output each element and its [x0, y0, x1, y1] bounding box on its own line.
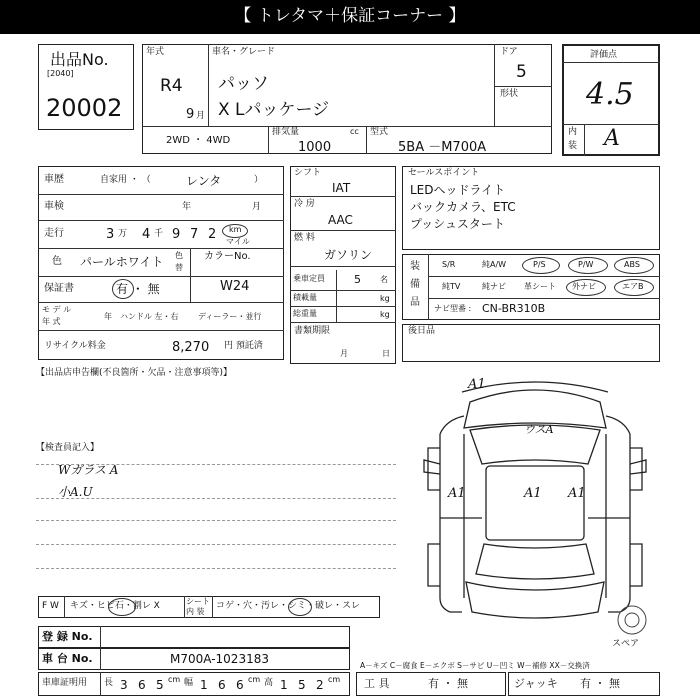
- color-no-value: W24: [220, 279, 250, 294]
- door-value: 5: [516, 62, 527, 82]
- later-box: [402, 324, 660, 362]
- jack-label: ジャッキ: [514, 677, 558, 690]
- doc-day: 日: [382, 349, 390, 358]
- equipment-label-2: 備: [410, 279, 420, 290]
- handle-label: ハンドル 左・右: [120, 312, 179, 321]
- mileage-digit-5: 2: [208, 227, 217, 242]
- navi-label: ナビ型番 :: [434, 304, 472, 313]
- interior-label-2: 装: [568, 141, 578, 151]
- fw-items: キズ・ヒビ石・割レ X: [70, 601, 160, 611]
- warranty-value: 有 ・ 無: [116, 282, 160, 296]
- equipment-label-3: 品: [410, 297, 420, 308]
- header-title: 【 トレタマ＋保証コーナー 】: [234, 6, 466, 26]
- jack-value: 有 ・ 無: [580, 677, 620, 690]
- damage-left: A1: [448, 486, 466, 501]
- len-3: 5: [156, 678, 164, 692]
- len-1: 3: [120, 678, 128, 692]
- fuel-label: 燃 料: [294, 233, 315, 243]
- month-value: 9: [186, 107, 195, 122]
- equip-navi: 純ナビ: [482, 282, 506, 291]
- dealer-label: ディーラー・並行: [198, 312, 262, 321]
- damage-legend: A－キズ C－腐食 E－エクボ S－サビ U－凹ミ W－補修 XX－交換済: [360, 661, 590, 670]
- inspector-label: 【検査員記入】: [36, 443, 100, 453]
- mileage-label: 走行: [44, 228, 64, 239]
- car-name: パッソ: [218, 74, 269, 94]
- fw-label: F W: [42, 601, 59, 611]
- weight-unit: kg: [380, 310, 390, 319]
- seat-label-1: シート: [186, 597, 210, 606]
- len-label: 長: [104, 678, 114, 688]
- width-2: 6: [218, 678, 226, 692]
- height-1: 1: [280, 678, 288, 692]
- interior-label-1: 内: [568, 127, 578, 137]
- score-label: 評価点: [590, 50, 618, 60]
- inspection-label: 車検: [44, 201, 64, 212]
- mileage-man: 万: [118, 229, 128, 239]
- disp-label: 排気量: [272, 127, 300, 137]
- mileage-digit-2: 4: [142, 227, 151, 242]
- tools-label: 工 具: [364, 677, 390, 690]
- color-label: 色: [52, 256, 62, 267]
- tools-value: 有 ・ 無: [428, 677, 468, 690]
- drive-value: 2WD ・ 4WD: [166, 135, 231, 146]
- equip-pw: P/W: [578, 260, 594, 269]
- equip-abs: ABS: [624, 260, 640, 269]
- mileage-digit-4: 7: [190, 227, 199, 242]
- displacement-value: 1000: [298, 140, 332, 155]
- seat-items: コゲ・穴・汚レ・シミ・破レ・スレ: [216, 601, 361, 611]
- seat-stain-circle: [288, 598, 312, 616]
- capacity-label: 乗車定員: [293, 274, 325, 283]
- shape-label: 形状: [500, 89, 519, 99]
- sales-line-2: バックカメラ、ETC: [410, 200, 516, 214]
- recycle-value: 8,270: [172, 340, 210, 355]
- mileage-mile: マイル: [226, 237, 250, 246]
- inspector-line-2: 小A.U: [58, 485, 93, 499]
- dims-label: 車庫証明用: [42, 678, 88, 688]
- capacity-value: 5: [354, 273, 361, 286]
- sales-line-3: プッシュスタート: [410, 217, 505, 231]
- inspection-month: 月: [252, 202, 262, 212]
- capacity-unit: 名: [380, 275, 388, 284]
- name-label: 車名・グレード: [212, 47, 276, 57]
- interior-value: A: [604, 126, 620, 151]
- equip-extnavi: 外ナビ: [572, 282, 596, 291]
- doc-label: 書類期限: [294, 326, 331, 336]
- door-label: ドア: [500, 47, 518, 57]
- equip-aw: 純A/W: [482, 260, 507, 269]
- recycle-unit: 円 預託済: [224, 341, 263, 351]
- year-label: 年式: [146, 47, 165, 57]
- model-value: 5BA －M700A: [398, 140, 487, 155]
- fw-chip-circle: [108, 598, 136, 616]
- car-diagram: [400, 368, 670, 658]
- color-value: パールホワイト: [80, 255, 164, 269]
- mileage-digit-3: 9: [172, 227, 181, 242]
- weight-label: 総重量: [293, 309, 317, 318]
- equip-tv: 純TV: [442, 282, 461, 291]
- height-3: 2: [316, 678, 324, 692]
- equipment-label-1: 装: [410, 261, 420, 272]
- width-unit: cm: [248, 675, 261, 684]
- color-no-label: カラーNo.: [204, 251, 251, 262]
- history-label: 車歴: [44, 174, 64, 185]
- height-2: 5: [298, 678, 306, 692]
- chassis-label: 車 台 No.: [42, 652, 93, 665]
- mileage-sen: 千: [154, 229, 164, 239]
- history-close: ）: [254, 175, 264, 185]
- spare-label: スペア: [612, 639, 640, 649]
- color-sub-2: 替: [175, 263, 183, 272]
- lot-label: 出品No.: [50, 50, 109, 69]
- shift-label: シフト: [294, 168, 322, 178]
- sales-line-1: LEDヘッドライト: [410, 183, 506, 197]
- reg-label: 登 録 No.: [42, 630, 93, 643]
- lot-sub: [2040]: [47, 69, 74, 78]
- history-value: 自家用 ・ （: [100, 175, 151, 185]
- ac-label: 冷 房: [294, 199, 315, 209]
- mileage-km: km: [229, 225, 242, 234]
- model-year-nen: 年: [104, 312, 112, 321]
- history-rental: レンタ: [186, 174, 222, 188]
- later-label: 後日品: [408, 326, 436, 336]
- recycle-label: リサイクル料金: [44, 341, 106, 351]
- width-3: 6: [236, 678, 244, 692]
- equip-sr: S/R: [442, 260, 456, 269]
- width-label: 幅: [184, 678, 194, 688]
- damage-right: A1: [568, 486, 586, 501]
- shift-value: IAT: [332, 181, 351, 195]
- year-value: R4: [160, 76, 183, 96]
- seller-label: 【出品店申告欄(不良箇所・欠品・注意事項等)】: [36, 368, 233, 378]
- equip-ps: P/S: [533, 260, 546, 269]
- model-year-label-2: 年 式: [42, 317, 61, 326]
- navi-model: CN-BR310B: [482, 302, 546, 315]
- warranty-label: 保証書: [44, 283, 74, 294]
- mileage-digit-1: 3: [106, 227, 115, 242]
- score-value: 4.5: [586, 77, 634, 112]
- height-label: 高: [264, 678, 274, 688]
- model-year-label-1: モ デ ル: [42, 305, 72, 314]
- doc-month: 月: [340, 349, 348, 358]
- inspector-line-1: Wガラス A: [58, 463, 119, 477]
- sales-label: セールスポイント: [408, 168, 480, 178]
- model-label: 型式: [370, 127, 389, 137]
- width-1: 1: [200, 678, 208, 692]
- len-2: 6: [138, 678, 146, 692]
- damage-windshield: ウスA: [524, 423, 554, 436]
- load-unit: kg: [380, 294, 390, 303]
- color-sub-1: 色: [175, 251, 183, 260]
- height-unit: cm: [328, 675, 341, 684]
- damage-front: A1: [468, 377, 486, 392]
- month-unit: 月: [196, 111, 206, 121]
- seat-label-2: 内 装: [186, 607, 205, 616]
- equip-airbag: エアB: [622, 282, 644, 291]
- damage-roof: A1: [524, 486, 542, 501]
- disp-unit: cc: [350, 127, 359, 136]
- fuel-value: ガソリン: [324, 248, 373, 262]
- car-grade: X Lパッケージ: [218, 100, 330, 120]
- inspection-year: 年: [182, 202, 192, 212]
- equip-leather: 革シート: [524, 282, 556, 291]
- len-unit: cm: [168, 675, 181, 684]
- lot-number: 20002: [46, 94, 123, 122]
- ac-value: AAC: [328, 213, 353, 227]
- load-label: 積載量: [293, 293, 317, 302]
- chassis-value: M700A-1023183: [170, 652, 269, 666]
- warranty-circle: [112, 279, 134, 299]
